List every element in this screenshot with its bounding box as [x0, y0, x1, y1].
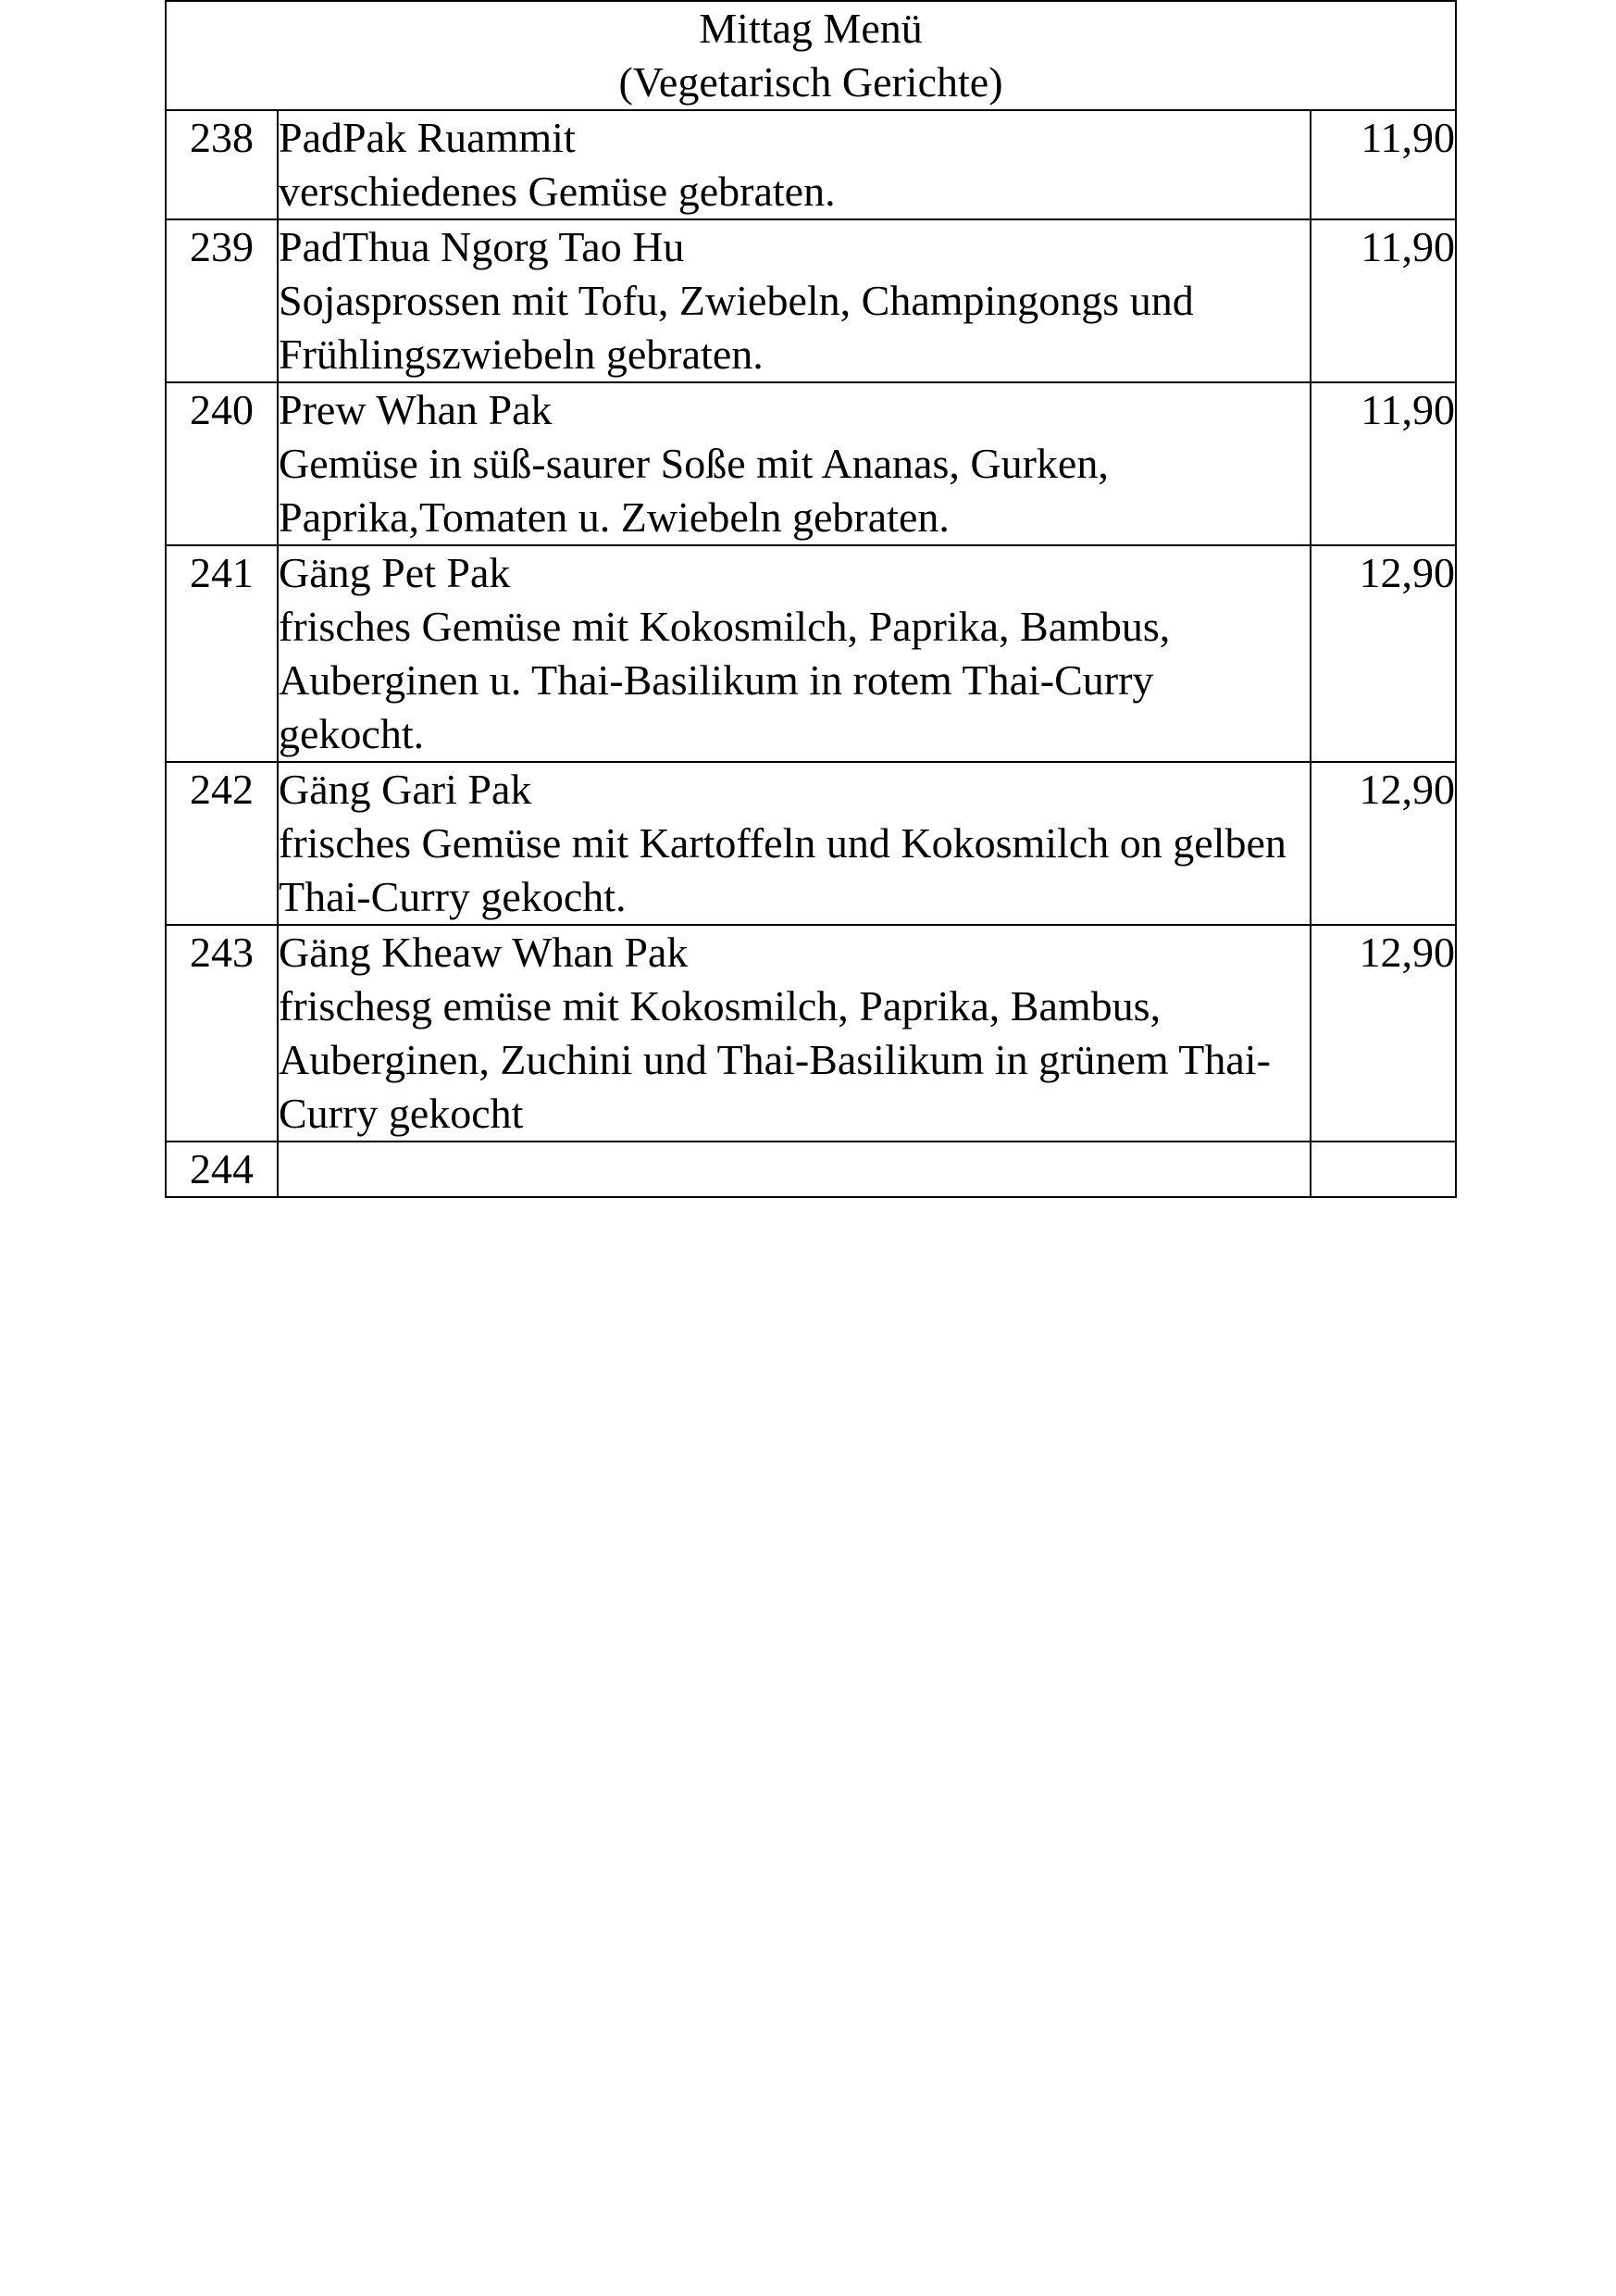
menu-item-row: [166, 382, 1456, 545]
item-name: Gäng Kheaw Whan Pak: [279, 929, 689, 976]
menu-header-cell: [166, 1, 1456, 110]
menu-subtitle: (Vegetarisch Gerichte): [618, 58, 1003, 106]
item-number: 242: [166, 762, 278, 925]
item-name: PadPak Ruammit: [279, 114, 576, 161]
item-price: 11,90: [1311, 219, 1456, 382]
item-name: Gäng Gari Pak: [279, 766, 532, 813]
item-description: frisches Gemüse mit Kartoffeln und Kokosmilch on gelben Thai-Curry gekocht.: [279, 819, 1287, 920]
item-description: frischesg emüse mit Kokosmilch, Paprika, Bambus, Auberginen, Zuchini und Thai-Basilikum in grünem Thai-Curry gekocht: [279, 982, 1271, 1137]
item-name: PadThua Ngorg Tao Hu: [279, 223, 685, 270]
item-text-cell: [278, 762, 1311, 925]
menu-item-row: [166, 925, 1456, 1142]
menu-item-row: [166, 1142, 1456, 1197]
menu-header-row: [166, 1, 1456, 110]
item-price: 11,90: [1311, 382, 1456, 545]
item-price: [1311, 1142, 1456, 1197]
item-name: Prew Whan Pak: [279, 386, 553, 433]
item-description: Gemüse in süß-saurer Soße mit Ananas, Gurken, Paprika,Tomaten u. Zwiebeln gebraten.: [279, 440, 1109, 541]
item-text-cell: [278, 219, 1311, 382]
item-number: 244: [166, 1142, 278, 1197]
menu-item-row: [166, 545, 1456, 762]
item-description: Sojasprossen mit Tofu, Zwiebeln, Champingongs und Frühlingszwiebeln gebraten.: [279, 277, 1194, 378]
item-text-cell: [278, 382, 1311, 545]
item-number: 239: [166, 219, 278, 382]
item-text-cell: [278, 1142, 1311, 1197]
item-text-cell: [278, 110, 1311, 219]
item-number: 240: [166, 382, 278, 545]
item-number: 243: [166, 925, 278, 1142]
item-text-cell: [278, 545, 1311, 762]
item-number: 238: [166, 110, 278, 219]
item-price: 12,90: [1311, 925, 1456, 1142]
menu-table: [165, 0, 1457, 1198]
menu-item-row: [166, 110, 1456, 219]
menu-item-row: [166, 219, 1456, 382]
menu-item-row: [166, 762, 1456, 925]
menu-title: Mittag Menü: [699, 5, 923, 52]
item-name: Gäng Pet Pak: [279, 549, 511, 596]
item-text-cell: [278, 925, 1311, 1142]
item-description: verschiedenes Gemüse gebraten.: [279, 168, 836, 215]
item-description: frisches Gemüse mit Kokosmilch, Paprika, Bambus, Auberginen u. Thai-Basilikum in rotem Thai-Curry gekocht.: [279, 603, 1171, 757]
item-price: 12,90: [1311, 545, 1456, 762]
item-price: 12,90: [1311, 762, 1456, 925]
item-price: 11,90: [1311, 110, 1456, 219]
item-number: 241: [166, 545, 278, 762]
